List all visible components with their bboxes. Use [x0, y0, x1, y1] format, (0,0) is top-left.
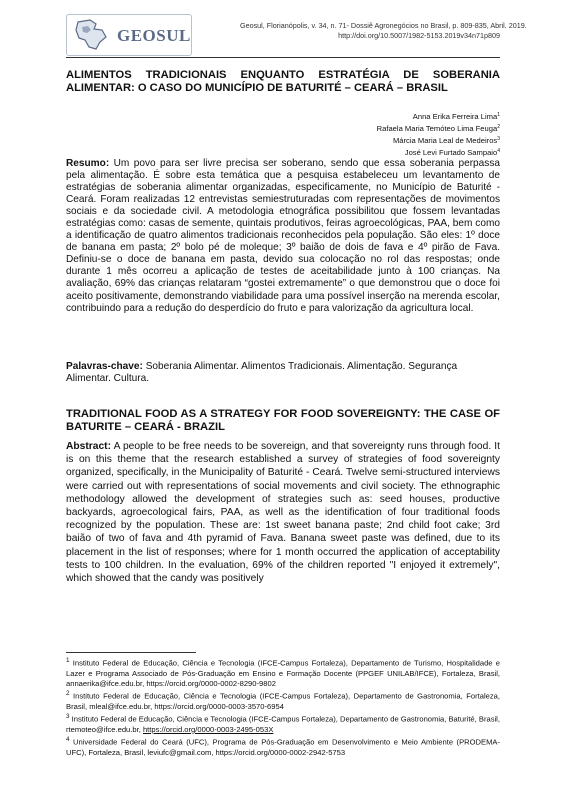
keywords-label: Palavras-chave:: [66, 361, 143, 372]
orcid-link[interactable]: https://orcid.org/0000-0003-2495-053X: [142, 724, 274, 734]
journal-citation: [240, 21, 527, 41]
author: Anna Erika Ferreira Lima$^1$: [412, 112, 500, 121]
resumo-paragraph: [66, 158, 500, 315]
footnote: $^4$ Universidade Federal do Ceará (UFC), Programa de Pós-Graduação em Desenvolvimento e Meio Ambiente (PRODEMA-UFC), Fortaleza, Brasil, leviufc@gmail.com, https://orcid.org/0000-0002-2942-5753: [66, 736, 500, 757]
journal-line: Geosul, Florianópolis, v. 34, n. 71- Dossiê Agronegócios no Brasil, p. 809-835, Abril. 2019.: [240, 21, 527, 30]
abstract-paragraph: [66, 440, 500, 585]
footnote: $^3$ Instituto Federal de Educação, Ciência e Tecnologia (IFCE-Campus Fortaleza), Departamento de Gastronomia, Baturité, Brasil, rtemoteo@ifce.edu.br, https://orcid.org/0000-0003-2495-053X: [66, 713, 500, 734]
author-list: [200, 110, 500, 158]
abstract-label: Abstract:: [66, 441, 111, 452]
footnote: $^1$ Instituto Federal de Educação, Ciência e Tecnologia (IFCE-Campus Fortaleza), Departamento de Turismo, Hospitalidade e Lazer e Programa Associado de Pós-Graduação em Ensino e Formação Docente (PPGEF UNILAB/IFCE), Fortaleza, Brasil, annaerika@ifce.edu.br, https://orcid.org/0000-0002-8290-9802: [66, 657, 500, 688]
author: Rafaela Maria Temóteo Lima Feuga$^2$: [376, 124, 500, 134]
title-portuguese: ALIMENTOS TRADICIONAIS ENQUANTO ESTRATÉGIA DE SOBERANIA ALIMENTAR: O CASO DO MUNICÍPIO DE BATURITÉ – CEARÁ – BRASIL: [66, 69, 500, 94]
footnote: $^2$ Instituto Federal de Educação, Ciência e Tecnologia (IFCE-Campus Fortaleza), Departamento de Gastronomia, Fortaleza, Brasil, mleal@ifce.edu.br, https://orcid.org/0000-0003-3570-6954: [66, 690, 500, 711]
keywords-paragraph: [66, 361, 500, 385]
resumo-text: Um povo para ser livre precisa ser soberano, sendo que essa soberania perpassa pela alimentação. É sobre esta temática que a pesquisa estabeleceu um levantamento de estratégias de soberania alimentar organizadas, especificamente, no Município de Baturité - Ceará. Foram realizadas 12 entrevistas semiestruturadas com representações de movimentos sociais e da sociedade civil. A metodologia etnográfica possibilitou que fossem levantadas estratégias como: casas de semente, quintais produtivos, feiras agroecológicas, PAA, bem como a identificação de quatro alimentos tradicionais reconhecidos pela população. São eles: 1º doce de banana em pasta; 2º bolo pé de moleque; 3º baião de dois de fava e 4º pirão de Fava. Definiu-se o doce de banana em pasta, devido sua colocação no rol das respostas; onde durante 1 mês ocorreu a aplicação de testes de aceitabilidade junto à 100 crianças. Na avaliação, 69% das crianças relataram “gostei extremamente” o que demonstrou que o doce foi aceito positivamente, demonstrando viabilidade para uma possível inserção na merenda escolar, contribuindo para a redução do desperdício do fruto e para valorização da agricultura local.: [66, 158, 500, 314]
footnotes: [66, 656, 500, 758]
map-logo-icon: [72, 18, 110, 52]
logo-text: GEOSUL: [117, 26, 191, 45]
doi-link[interactable]: http://doi.org/10.5007/1982-5153.2019v34n71p809: [338, 31, 500, 40]
keywords-text: Soberania Alimentar. Alimentos Tradicionais. Alimentação. Segurança Alimentar. Cultura.: [66, 361, 458, 384]
footnote-rule: [66, 652, 196, 653]
title-english: TRADITIONAL FOOD AS A STRATEGY FOR FOOD SOVEREIGNTY: THE CASE OF BATURITE – CEARÁ - BRAZIL: [66, 408, 500, 433]
journal-logo: [66, 14, 192, 56]
author: José Levi Furtado Sampaio$^4$: [404, 148, 500, 158]
author: Márcia Maria Leal de Medeiros$^3$: [392, 136, 500, 146]
abstract-text: A people to be free needs to be sovereign, and that sovereignty runs through food. It is on this theme that the research established a survey of strategies of food sovereignty organized, specifically, in the Municipality of Baturité - Ceará. Twelve semi-structured interviews were carried out with representations of social movements and civil society. The ethnographic methodology allowed the development of strategies such as: seed houses, productive backyards, agroecological fairs, PAA, as well as the identification of four traditional foods recognized by the population. These are: 1st sweet banana paste; 2nd child foot cake; 3rd baião of two of fava and 4th pyramid of Fava. Banana sweet paste was defined, due to its placement in the list of responses; where for 1 month occurred the application of acceptability tests to 100 children. In the evaluation, 69% of the children reported "I enjoyed it extremely", which showed that the candy was positively: [66, 441, 500, 585]
header-rule: [66, 57, 500, 58]
resumo-label: Resumo:: [66, 158, 110, 169]
